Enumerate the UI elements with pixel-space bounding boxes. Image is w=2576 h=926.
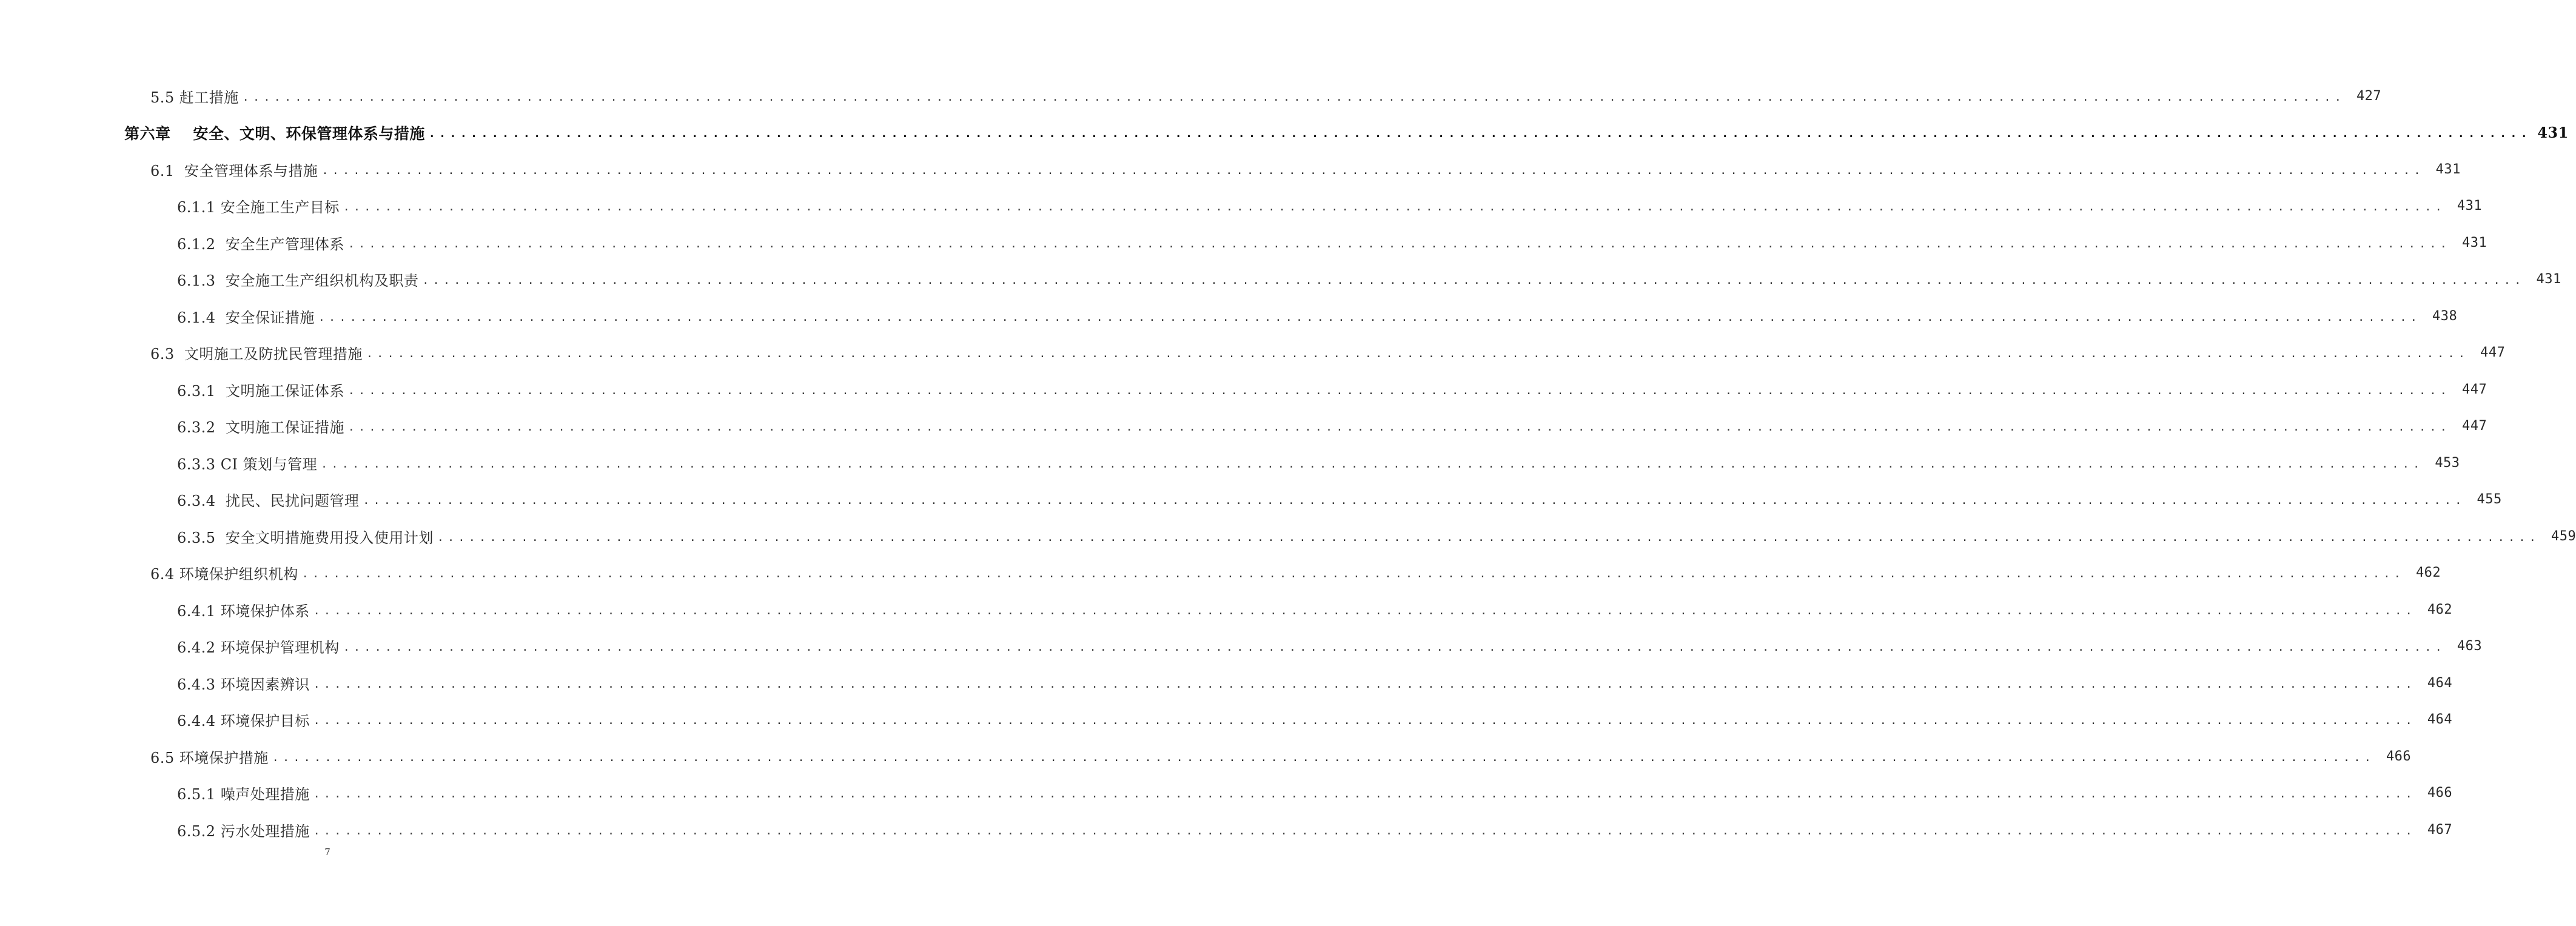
dot-leader: ........................................................................................................................................................................................................ bbox=[366, 347, 2469, 361]
toc-entry bbox=[0, 811, 2453, 848]
toc-entry-page-number: 427 bbox=[2356, 88, 2382, 104]
toc-entry bbox=[0, 224, 2487, 261]
toc-entry-title: 6.1.1 安全施工生产目标 bbox=[177, 199, 340, 216]
toc-entry-title: 6.3 文明施工及防扰民管理措施 bbox=[150, 346, 363, 363]
toc-entry bbox=[0, 445, 2460, 481]
toc-entry-page-number: 459 bbox=[2551, 528, 2576, 544]
dot-leader: ........................................................................................................................................................................................................ bbox=[318, 310, 2421, 324]
dot-leader: ........................................................................................................................................................................................................ bbox=[428, 127, 2532, 141]
toc-entry bbox=[0, 775, 2453, 812]
toc-entry-title: 6.4 环境保护组织机构 bbox=[150, 566, 298, 583]
toc-entry bbox=[0, 665, 2453, 702]
toc-entry-page-number: 438 bbox=[2432, 308, 2458, 324]
toc-entry-page-number: 431 bbox=[2435, 161, 2461, 177]
dot-leader: ........................................................................................................................................................................................................ bbox=[347, 421, 2451, 434]
toc-entry-title: 6.1.3 安全施工生产组织机构及职责 bbox=[177, 272, 419, 290]
toc-entry-page-number: 453 bbox=[2435, 455, 2460, 471]
toc-entry bbox=[0, 591, 2453, 628]
toc-chapter-entry bbox=[0, 115, 2569, 152]
toc-entry-page-number: 467 bbox=[2427, 822, 2453, 837]
toc-entry bbox=[0, 628, 2483, 665]
dot-leader: ........................................................................................................................................................................................................ bbox=[343, 641, 2446, 654]
toc-entry-title: 6.3.3 CI 策划与管理 bbox=[177, 455, 318, 473]
toc-entry-title: 6.1.4 安全保证措施 bbox=[177, 309, 315, 326]
toc-entry bbox=[0, 555, 2441, 592]
dot-leader: ........................................................................................................................................................................................................ bbox=[313, 824, 2417, 837]
toc-entry-title: 6.4.2 环境保护管理机构 bbox=[177, 639, 340, 657]
toc-entry-page-number: 431 bbox=[2536, 272, 2561, 287]
toc-entry bbox=[0, 481, 2502, 518]
dot-leader: ........................................................................................................................................................................................................ bbox=[313, 604, 2417, 617]
toc-entry-title: 6.5.1 噪声处理措施 bbox=[177, 786, 310, 804]
toc-entry bbox=[0, 335, 2506, 372]
toc-entry-title: 第六章 安全、文明、环保管理体系与措施 bbox=[124, 124, 425, 143]
toc-entry-title: 6.1 安全管理体系与措施 bbox=[150, 162, 318, 179]
toc-entry bbox=[0, 78, 2382, 115]
dot-leader: ........................................................................................................................................................................................................ bbox=[321, 164, 2424, 177]
dot-leader: ........................................................................................................................................................................................................ bbox=[343, 201, 2446, 214]
toc-entry-title: 6.3.1 文明施工保证体系 bbox=[177, 382, 344, 400]
toc-entry-title: 6.3.5 安全文明措施费用投入使用计划 bbox=[177, 529, 434, 546]
toc-entry-title: 6.4.3 环境因素辨识 bbox=[177, 676, 310, 693]
toc-entry bbox=[0, 702, 2453, 739]
toc-entry-page-number: 447 bbox=[2461, 381, 2487, 397]
toc-entry bbox=[0, 738, 2412, 775]
table-of-contents bbox=[0, 78, 2576, 848]
toc-entry-page-number: 447 bbox=[2461, 418, 2487, 434]
toc-entry-title: 6.1.2 安全生产管理体系 bbox=[177, 235, 344, 253]
toc-entry bbox=[0, 298, 2458, 335]
toc-entry bbox=[0, 188, 2483, 225]
toc-entry-page-number: 462 bbox=[2415, 565, 2441, 581]
toc-entry bbox=[0, 518, 2576, 555]
toc-entry-title: 6.4.4 环境保护目标 bbox=[177, 713, 310, 730]
dot-leader: ........................................................................................................................................................................................................ bbox=[347, 237, 2451, 250]
dot-leader: ........................................................................................................................................................................................................ bbox=[242, 90, 2346, 104]
toc-entry-page-number: 455 bbox=[2477, 492, 2502, 508]
toc-entry-title: 5.5 赶工措施 bbox=[150, 89, 239, 106]
toc-entry-page-number: 464 bbox=[2427, 712, 2453, 728]
dot-leader: ........................................................................................................................................................................................................ bbox=[363, 494, 2466, 508]
dot-leader: ........................................................................................................................................................................................................ bbox=[272, 751, 2375, 764]
toc-entry-page-number: 462 bbox=[2427, 602, 2453, 617]
toc-entry-page-number: 466 bbox=[2427, 785, 2453, 801]
toc-entry-title: 6.5.2 污水处理措施 bbox=[177, 822, 310, 840]
dot-leader: ........................................................................................................................................................................................................ bbox=[313, 788, 2417, 801]
toc-entry-page-number: 463 bbox=[2457, 639, 2483, 654]
toc-entry bbox=[0, 371, 2487, 408]
toc-entry-page-number: 466 bbox=[2386, 748, 2412, 764]
dot-leader: ........................................................................................................................................................................................................ bbox=[422, 274, 2525, 287]
toc-entry-page-number: 447 bbox=[2480, 345, 2506, 361]
toc-entry-title: 6.3.2 文明施工保证措施 bbox=[177, 419, 344, 437]
toc-entry bbox=[0, 261, 2561, 298]
toc-entry-title: 6.3.4 扰民、民扰问题管理 bbox=[177, 492, 360, 510]
dot-leader: ........................................................................................................................................................................................................ bbox=[301, 568, 2405, 581]
toc-entry-page-number: 464 bbox=[2427, 675, 2453, 691]
toc-entry bbox=[0, 408, 2487, 445]
dot-leader: ........................................................................................................................................................................................................ bbox=[347, 384, 2451, 397]
toc-entry-title: 6.4.1 环境保护体系 bbox=[177, 602, 310, 620]
toc-entry-title: 6.5 环境保护措施 bbox=[150, 749, 269, 767]
toc-entry-page-number: 431 bbox=[2457, 198, 2483, 214]
dot-leader: ........................................................................................................................................................................................................ bbox=[321, 457, 2424, 471]
page-number: 7 bbox=[324, 847, 330, 857]
dot-leader: ........................................................................................................................................................................................................ bbox=[313, 677, 2417, 691]
toc-entry-page-number: 431 bbox=[2537, 124, 2569, 142]
dot-leader: ........................................................................................................................................................................................................ bbox=[313, 714, 2417, 728]
toc-entry bbox=[0, 151, 2461, 188]
dot-leader: ........................................................................................................................................................................................................ bbox=[437, 531, 2540, 544]
toc-entry-page-number: 431 bbox=[2461, 235, 2487, 250]
